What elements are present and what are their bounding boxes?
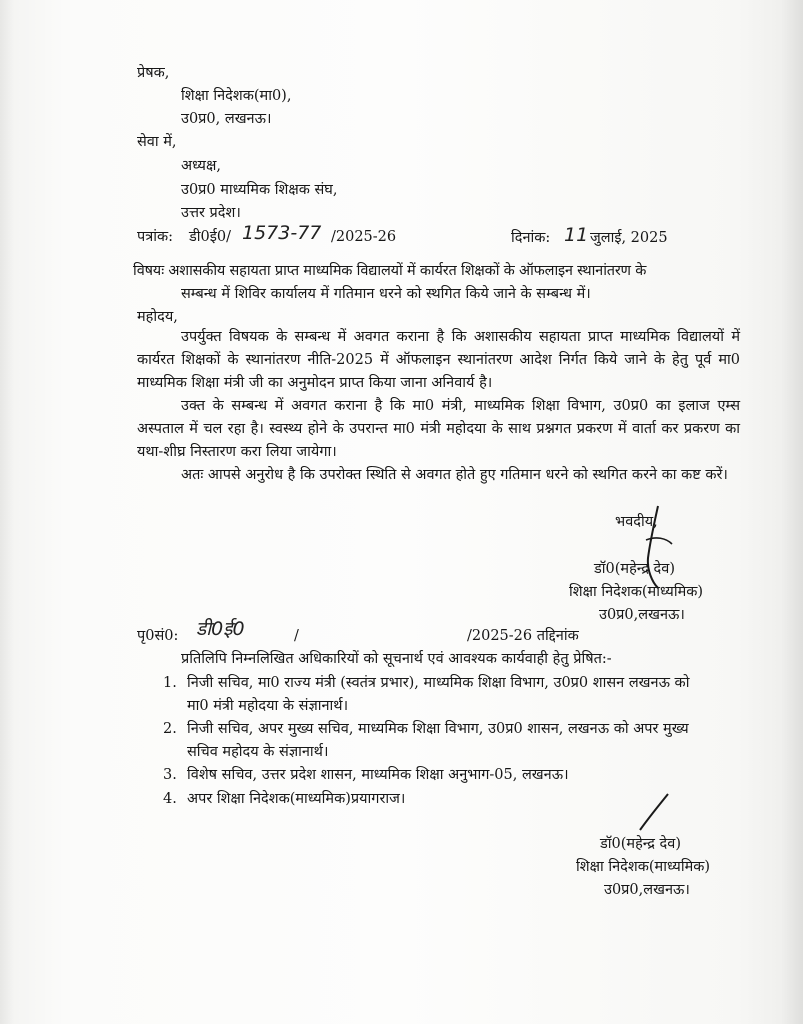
date-label: दिनांक: [511,230,551,246]
body-paragraph-3: अतः आपसे अनुरोध है कि उपरोक्त स्थिति से अवगत होते हुए गतिमान धरने को स्थगित करने का कष्ट करें। [181,467,728,483]
copy-item-2-number: 2. [163,721,177,737]
subject-line-1: विषयः अशासकीय सहायता प्राप्त माध्यमिक विद्यालयों में कार्यरत शिक्षकों के ऑफलाइन स्थानांतरण के [133,263,647,279]
salutation: महोदय, [137,309,178,325]
recipient-line-3: उत्तर प्रदेश। [181,205,241,221]
closing-yours: भवदीय, [615,514,658,530]
sender-label: प्रेषक, [137,65,170,81]
copy-intro: प्रतिलिपि निम्नलिखित अधिकारियों को सूचनार्थ एवं आवश्यक कार्यवाही हेतु प्रेषित:- [181,651,612,667]
reference-label: पत्रांक: [137,229,174,245]
closing-title: शिक्षा निदेशक(माध्यमिक) [569,584,704,600]
closing2-name: डॉ0(महेन्द्र देव) [600,836,681,852]
body-paragraph-2: उक्त के सम्बन्ध में अवगत कराना है कि मा0 मंत्री, माध्यमिक शिक्षा विभाग, उ0प्र0 का इलाज एम्स अस्पताल में चल रहा है। स्वस्थ्य होने के उपरान्त मा0 मंत्री महोदया के साथ प्रश्नगत प्रकरण में वार्ता कर प्रकरण का यथा-शीघ्र निस्तारण करा लिया जायेगा। [137,398,740,460]
subject-line-2: सम्बन्ध में शिविर कार्यालय में गतिमान धरने को स्थगित किये जाने के सम्बन्ध में। [181,286,591,302]
copy-item-4-line-1: अपर शिक्षा निदेशक(माध्यमिक)प्रयागराज। [187,791,406,807]
copy-item-1-number: 1. [163,675,177,691]
copy-ref-slash: / [294,628,299,644]
recipient-line-2: उ0प्र0 माध्यमिक शिक्षक संघ, [181,182,338,198]
copy-ref-label: पृ0सं0: [137,628,179,644]
copy-ref-handwritten: डी0ई0 [196,618,245,640]
closing-place: उ0प्र0,लखनऊ। [599,607,685,623]
page-left-shadow [0,0,14,1024]
recipient-label: सेवा में, [137,134,177,150]
signature-1 [628,500,688,592]
closing2-place: उ0प्र0,लखनऊ। [604,882,690,898]
reference-suffix: /2025-26 [331,229,397,245]
signature-2 [628,790,678,836]
copy-ref-suffix: /2025-26 तद्दिनांक [467,628,579,644]
copy-item-2-line-2: सचिव महोदय के संज्ञानार्थ। [187,744,329,760]
copy-item-1-line-1: निजी सचिव, मा0 राज्य मंत्री (स्वतंत्र प्रभार), माध्यमिक शिक्षा विभाग, उ0प्र0 शासन लखनऊ को [187,675,690,691]
closing-name: डॉ0(महेन्द्र देव) [594,561,675,577]
date-rest: जुलाई, 2025 [590,230,668,246]
closing2-title: शिक्षा निदेशक(माध्यमिक) [576,859,711,875]
copy-item-1-line-2: मा0 मंत्री महोदया के संज्ञानार्थ। [187,698,349,714]
reference-handwritten-number: 1573-77 [242,222,322,244]
copy-item-2-line-1: निजी सचिव, अपर मुख्य सचिव, माध्यमिक शिक्षा विभाग, उ0प्र0 शासन, लखनऊ को अपर मुख्य [187,721,689,737]
recipient-line-1: अध्यक्ष, [181,158,221,174]
copy-item-3-number: 3. [163,767,177,783]
body-paragraph-1: उपर्युक्त विषयक के सम्बन्ध में अवगत कराना है कि अशासकीय सहायता प्राप्त माध्यमिक विद्यालयों में कार्यरत शिक्षकों के स्थानांतरण नीति-2025 में ऑफलाइन स्थानांतरण आदेश निर्गत किये जाने के हेतु पूर्व मा0 माध्यमिक शिक्षा मंत्री जी का अनुमोदन प्राप्त किया जाना अनिवार्य है। [137,329,740,391]
copy-item-3-line-1: विशेष सचिव, उत्तर प्रदेश शासन, माध्यमिक शिक्षा अनुभाग-05, लखनऊ। [187,767,569,783]
sender-line-1: शिक्षा निदेशक(मा0), [181,88,292,104]
sender-line-2: उ0प्र0, लखनऊ। [181,111,272,127]
reference-prefix: डी0ई0/ [189,229,231,245]
copy-item-4-number: 4. [163,791,177,807]
page-edge-shadow [781,0,803,1024]
date-day-handwritten: 11 [564,224,589,246]
